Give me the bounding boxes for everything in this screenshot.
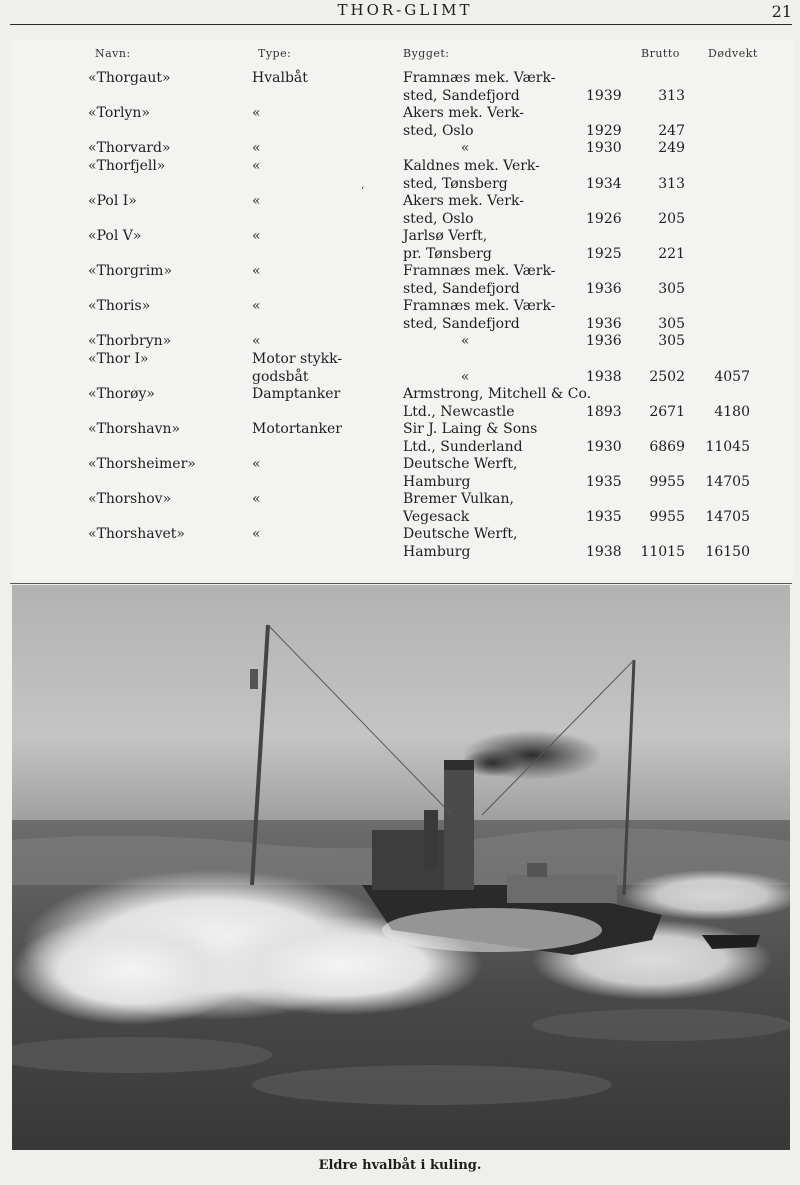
page-number: 21 <box>771 2 792 21</box>
running-title: THOR-GLIMT <box>337 1 473 19</box>
photo-caption: Eldre hvalbåt i kuling. <box>318 1158 482 1173</box>
shipyard-cell: Armstrong, Mitchell & Co. Ltd., Newcastle <box>403 386 592 420</box>
photo-rule <box>10 583 792 584</box>
deadweight-cell: 14705 <box>705 473 750 490</box>
shipyard-cell: Sir J. Laing & Sons Ltd., Sunderland <box>403 421 538 455</box>
table-row <box>0 351 800 386</box>
shipyard-cell: Deutsche Werft, Hamburg <box>403 526 518 560</box>
shipyard-cell: « <box>403 333 470 349</box>
gross-tonnage-cell: 221 <box>658 245 685 262</box>
year-cell: 1939 <box>586 87 622 104</box>
ship-type-cell: « <box>252 228 261 244</box>
column-header-type: Type: <box>258 47 292 60</box>
shipyard-cell: Framnæs mek. Værk- sted, Sandefjord <box>403 298 556 332</box>
deadweight-cell: 4057 <box>714 368 750 385</box>
year-cell: 1930 <box>586 438 622 455</box>
ship-name-cell: «Pol I» <box>88 193 137 209</box>
year-cell: 1938 <box>586 368 622 385</box>
gross-tonnage-cell: 247 <box>658 122 685 139</box>
ship-name-cell: «Torlyn» <box>88 105 150 121</box>
column-header-brutto: Brutto <box>641 47 680 60</box>
gross-tonnage-cell: 249 <box>658 140 685 156</box>
table-row <box>0 526 800 561</box>
ship-name-cell: «Thorgrim» <box>88 263 173 279</box>
ship-type-cell: « <box>252 491 261 507</box>
year-cell: 1934 <box>586 175 622 192</box>
gross-tonnage-cell: 9955 <box>649 473 685 490</box>
ship-name-cell: «Thor I» <box>88 351 149 367</box>
column-header-built: Bygget: <box>403 47 450 60</box>
ship-name-cell: «Thorgaut» <box>88 70 171 86</box>
ship-name-cell: «Thoris» <box>88 298 151 314</box>
deadweight-cell: 14705 <box>705 508 750 525</box>
ship-type-cell: Motortanker <box>252 421 342 437</box>
table-row <box>0 158 800 193</box>
gross-tonnage-cell: 313 <box>658 175 685 192</box>
gross-tonnage-cell: 205 <box>658 210 685 227</box>
gross-tonnage-cell: 11015 <box>640 543 685 560</box>
shipyard-cell: Deutsche Werft, Hamburg <box>403 456 518 490</box>
table-row <box>0 193 800 228</box>
ship-type-cell: « <box>252 158 261 174</box>
ship-name-cell: «Thorsheimer» <box>88 456 196 472</box>
shipyard-cell: Kaldnes mek. Verk- sted, Tønsberg <box>403 158 540 192</box>
ship-type-cell: « <box>252 333 261 349</box>
ship-type-cell: « <box>252 140 261 156</box>
shipyard-cell: Bremer Vulkan, Vegesack <box>403 491 514 525</box>
ship-name-cell: «Thorshavet» <box>88 526 185 542</box>
ship-name-cell: «Thorvard» <box>88 140 171 156</box>
gross-tonnage-cell: 6869 <box>649 438 685 455</box>
year-cell: 1926 <box>586 210 622 227</box>
shipyard-cell: Framnæs mek. Værk- sted, Sandefjord <box>403 70 556 104</box>
ship-type-cell: « <box>252 298 261 314</box>
ship-name-cell: «Thorfjell» <box>88 158 166 174</box>
whaleboat-photo <box>12 585 790 1150</box>
shipyard-cell: Jarlsø Verft, pr. Tønsberg <box>403 228 492 262</box>
ship-type-cell: « <box>252 193 261 209</box>
ship-type-cell: « <box>252 456 261 472</box>
deadweight-cell: 16150 <box>705 543 750 560</box>
stray-mark: ‘ <box>361 186 365 197</box>
ship-type-cell: Hvalbåt <box>252 70 308 86</box>
shipyard-cell: Akers mek. Verk- sted, Oslo <box>403 105 524 139</box>
table-row <box>0 105 800 140</box>
gross-tonnage-cell: 2671 <box>649 403 685 420</box>
year-cell: 1936 <box>586 315 622 332</box>
gross-tonnage-cell: 2502 <box>649 368 685 385</box>
gross-tonnage-cell: 305 <box>658 333 685 349</box>
ship-name-cell: «Thorshov» <box>88 491 172 507</box>
table-row <box>0 491 800 526</box>
table-row <box>0 456 800 491</box>
deadweight-cell: 4180 <box>714 403 750 420</box>
ship-type-cell: Motor stykk- godsbåt <box>252 351 343 385</box>
column-header-name: Navn: <box>95 47 131 60</box>
year-cell: 1936 <box>586 280 622 297</box>
year-cell: 1893 <box>586 403 622 420</box>
year-cell: 1929 <box>586 122 622 139</box>
ship-name-cell: «Thorshavn» <box>88 421 181 437</box>
ship-type-cell: « <box>252 105 261 121</box>
ship-type-cell: « <box>252 263 261 279</box>
ship-type-cell: Damptanker <box>252 386 341 402</box>
gross-tonnage-cell: 305 <box>658 280 685 297</box>
table-row <box>0 263 800 298</box>
shipyard-cell: Akers mek. Verk- sted, Oslo <box>403 193 524 227</box>
gross-tonnage-cell: 305 <box>658 315 685 332</box>
ship-type-cell: « <box>252 526 261 542</box>
ship-name-cell: «Thorbryn» <box>88 333 172 349</box>
year-cell: 1938 <box>586 543 622 560</box>
gross-tonnage-cell: 313 <box>658 87 685 104</box>
year-cell: 1935 <box>586 508 622 525</box>
table-row <box>0 421 800 456</box>
whaleboat-in-gale-image <box>12 585 790 1150</box>
deadweight-cell: 11045 <box>705 438 750 455</box>
ship-name-cell: «Thorøy» <box>88 386 155 402</box>
table-row <box>0 298 800 333</box>
table-row <box>0 70 800 105</box>
year-cell: 1930 <box>586 140 622 156</box>
header-rule <box>10 24 792 25</box>
table-row <box>0 386 800 421</box>
page-header <box>0 0 800 30</box>
year-cell: 1936 <box>586 333 622 349</box>
year-cell: 1935 <box>586 473 622 490</box>
gross-tonnage-cell: 9955 <box>649 508 685 525</box>
table-row <box>0 228 800 263</box>
year-cell: 1925 <box>586 245 622 262</box>
column-header-dodvekt: Dødvekt <box>708 47 758 60</box>
ship-name-cell: «Pol V» <box>88 228 142 244</box>
shipyard-cell: « <box>403 140 470 156</box>
shipyard-cell: Framnæs mek. Værk- sted, Sandefjord <box>403 263 556 297</box>
shipyard-cell: « <box>460 368 470 385</box>
